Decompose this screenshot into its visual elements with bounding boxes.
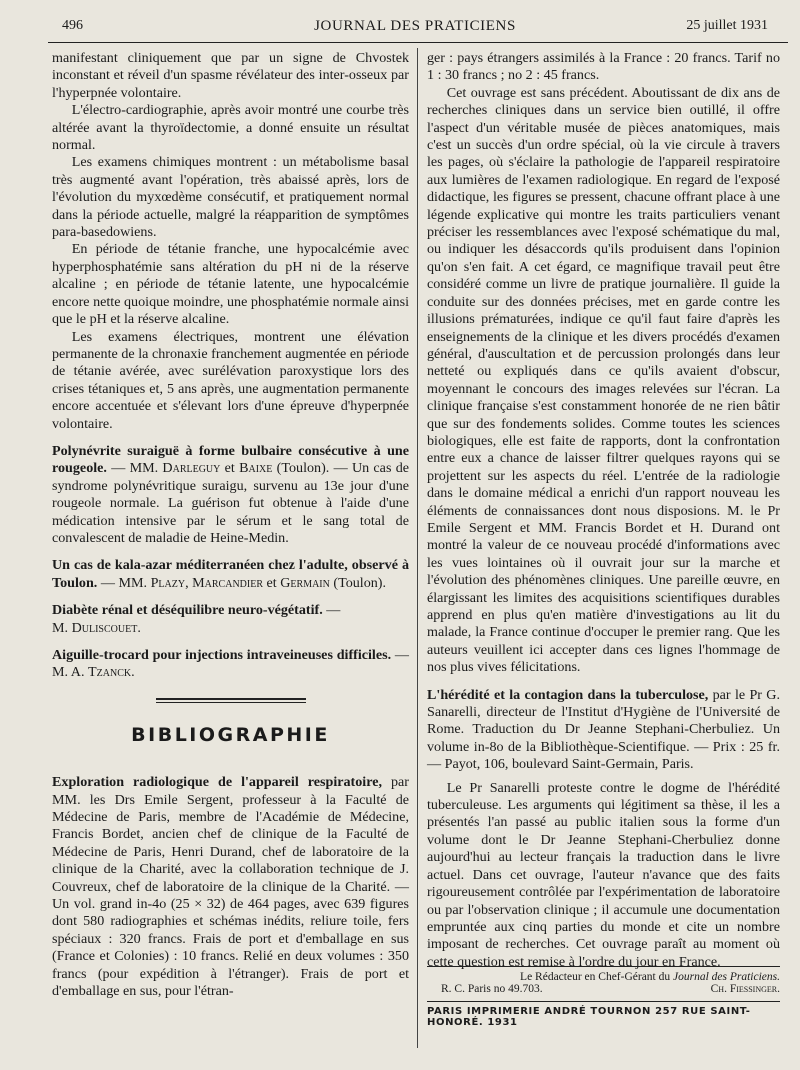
section-heading: BIBLIOGRAPHIE	[131, 723, 330, 746]
paragraph: manifestant cliniquement que par un signe de Chvostek inconstant et réveil d'un spasme révélateur des inter-osseux par l'hyperpnée volontaire.	[52, 50, 409, 101]
registration-line	[427, 983, 780, 995]
book-details: par le Pr G. Sanarelli, directeur de l'Institut d'Hygiène de l'Université de Rome. Traduction du Dr Jeanne Stephani-Cherbuliez. Un volume in-8o de la Bibliothèque-Scientifique. — Prix : 25 fr. — Payot, 106, boulevard Saint-Germain, Paris.	[427, 686, 780, 773]
paragraph: Le Pr Sanarelli proteste contre le dogme de l'hérédité tuberculeuse. Les arguments qui légitiment sa thèse, il les a présentés l'an passé au public italien sous la forme d'un volume dont le Dr Jeanne Stephani-Cherbuliez donne aujourd'hui au lecteur français la traduction dans le livre actuel. Dans cet ouvrage, l'auteur n'avance que des faits rigoureusement contrôlée par l'expérimentation de laboratoire ou par l'observation clinique ; il accumule une documentation empruntée aux cinq parties du monde et cite un nombre imposant de recherches. Cet ouvrage paraît au moment où cette question est remise à l'ordre du jour en France.	[427, 779, 780, 970]
printer-line: PARIS IMPRIMERIE ANDRÉ TOURNON 257 RUE SAINT-HONORÉ. 1931	[427, 1001, 780, 1028]
book-review	[52, 774, 409, 1000]
article-entry: Aiguille-trocard pour injections intraveineuses difficiles. — M. A. Tzanck.	[52, 647, 409, 681]
right-column	[427, 50, 780, 971]
column-divider	[417, 48, 418, 1048]
editor-line: Le Rédacteur en Chef-Gérant du Journal des Praticiens.	[520, 971, 780, 983]
author-name: Germain	[280, 574, 330, 591]
signer-name: Ch. Fiessinger.	[710, 983, 780, 995]
header-rule	[48, 42, 788, 43]
article-entry: Diabète rénal et déséquilibre neuro-végétatif. — M. Duliscouet.	[52, 602, 341, 636]
author-name: Duliscouet	[71, 619, 138, 636]
journal-title: JOURNAL DES PRATICIENS	[314, 18, 516, 34]
article-entry: Un cas de kala-azar méditerranéen chez l'adulte, observé à Toulon. — MM. Plazy, Marcandier et Germain (Toulon).	[52, 557, 409, 591]
article-title: Aiguille-trocard pour injections intraveineuses difficiles.	[52, 647, 392, 663]
decorative-rule	[156, 698, 306, 703]
registry-number: R. C. Paris no 49.703.	[441, 983, 543, 995]
paragraph: Les examens électriques, montrent une élévation permanente de la chronaxie franchement augmentée en période de tétanie avérée, avec surélévation paroxystique lors des crises tétaniques et, 5 ans après, une augmentation permanente encore accentuée et s'élevant lors d'une épreuve d'hyperpnée volontaire.	[52, 328, 409, 432]
page-header	[62, 18, 768, 38]
article-title: Un cas de kala-azar méditerranéen chez l'adulte, observé à Toulon.	[52, 557, 409, 591]
article-title: Polynévrite suraiguë à forme bulbaire consécutive à une rougeole.	[52, 442, 409, 477]
page-number: 496	[62, 18, 83, 33]
author-name: Plazy, Marcandier	[150, 574, 264, 591]
left-column	[52, 50, 409, 1001]
article-entry: Polynévrite suraiguë à forme bulbaire consécutive à une rougeole. — MM. Darleguy et Baixe (Toulon). — Un cas de syndrome polynévritique suraigu, survenu au 13e jour d'une rougeole normale. La guérison fut obtenue à l'aide d'une médication intensive par le sérum et le sang total de convalescent de maladie de Heine-Medin.	[52, 442, 409, 546]
issue-date: 25 juillet 1931	[686, 18, 768, 33]
paragraph: En période de tétanie franche, une hypocalcémie avec hyperphosphatémie sans altération du pH ni de la réserve alcaline ; en période de tétanie latente, une hypocalcémie encore nette quoique moindre, une phosphatémie normale ainsi que le pH et la réserve alcaline.	[52, 241, 409, 328]
book-title: L'hérédité et la contagion dans la tuberculose,	[427, 686, 709, 703]
article-title: Diabète rénal et déséquilibre neuro-végétatif.	[52, 602, 323, 619]
imprint-rule	[427, 966, 780, 967]
author-name: Baixe	[239, 460, 273, 477]
paragraph: Cet ouvrage est sans précédent. Aboutissant de dix ans de recherches cliniques dans un service bien outillé, il offre l'aspect d'un véritable musée de pièces anatomiques, mais c'est un succès d'un ordre spécial, où la vie circule à travers les pages, où s'éclaire la pathologie de l'appareil respiratoire aux lumières de l'examen radiologique. En regard de l'exposé didactique, les figures se pressent, chacune offrant place à une légende explicative qui montre les traits particuliers venant préciser les ressemblances avec l'exposé schématique du mal, ou indiquer les désaccords qu'ils produisent dans l'opinion qu'on s'en fait. A cet égard, ce magnifique travail peut être considéré comme un livre de pratique journalière. Il guide la conduite sur des données précises, met en garde contre les illusions prématurées, indique ce qu'il faut faire d'après les enseignements de la clinique et les divers procédés d'examen général, d'auscultation et de percussion prolongés dans leur netteté ou expliqués dans ce qu'ils avaient d'obscur, moyennant le concours des images relevées sur l'écran. La clinique française s'est constamment honorée de ne rien bâtir que sur des fondements solides. Comme toutes les sciences biologiques, elle est faite de rapports, dont la confrontation entre eux a chance de laisser filtrer quelques rayons qui se projettent sur les aspects du réel. L'entrée de la radiologie dans le domaine médical a enrichi d'un rapport nouveau les éléments de connaissances dont nous disposions. M. le Pr Emile Sergent et MM. Francis Bordet et H. Durand ont montré la valeur de ce nouveau procédé d'informations avec les vues lointaines où il ouvrait jour sur la marche et l'évolution des phénomènes cliniques. Une pareille œuvre, en élargissant les limites des acquisitions scientifiques durables apprend en plus qu'en matière d'investigations au lit du malade, la France continue d'occuper le premier rang. Que les auteurs veuillent ici accepter dans ces lignes l'hommage de nos plus vives félicitations.	[427, 84, 780, 676]
author-name: Darleguy	[162, 460, 221, 477]
book-review	[427, 687, 780, 774]
paragraph: Les examens chimiques montrent : un métabolisme basal très augmenté avant l'opération, très abaissé après, lors de l'évolution du myxœdème consécutif, et pratiquement normal dans la période actuelle, malgré la réapparition de symptômes para-basedowiens.	[52, 154, 409, 241]
paragraph: L'électro-cardiographie, après avoir montré une courbe très altérée avant la thyroïdectomie, a donné ensuite un résultat normal.	[52, 102, 409, 154]
book-title: Exploration radiologique de l'appareil respiratoire,	[52, 774, 382, 791]
imprint	[427, 966, 780, 1028]
article-body: (Toulon). — Un cas de syndrome polynévritique suraigu, survenu au 13e jour d'une rougeole normale. La guérison fut obtenue à l'aide d'une médication intensive par le sérum et le sang total de convalescent de maladie de Heine-Medin.	[52, 460, 409, 546]
author-name: Tzanck	[88, 664, 132, 681]
paragraph: ger : pays étrangers assimilés à la France : 20 francs. Tarif no 1 : 30 francs ; no 2 : 45 francs.	[427, 50, 780, 84]
book-details: par MM. les Drs Emile Sergent, professeur à la Faculté de Médecine de Paris, membre de l'Académie de Médecine, Francis Bordet, ancien chef de clinique de la Faculté de Médecine de Paris, Henri Durand, chef de laboratoire de la clinique de la Charité, avec la collaboration technique de J. Couvreux, chef de laboratoire de la clinique de la Charité. — Un vol. grand in-4o (25 × 32) de 464 pages, avec 639 figures dont 580 radiographies et schémas inédits, reliure toile, fers spéciaux : 320 francs. Frais de port et d'emballage en sus (France et Colonies) : 10 francs. Relié en deux volumes : 350 francs (pour expédition à l'étranger). Frais de port et d'emballage en sus, pour l'étran-	[52, 774, 409, 1000]
